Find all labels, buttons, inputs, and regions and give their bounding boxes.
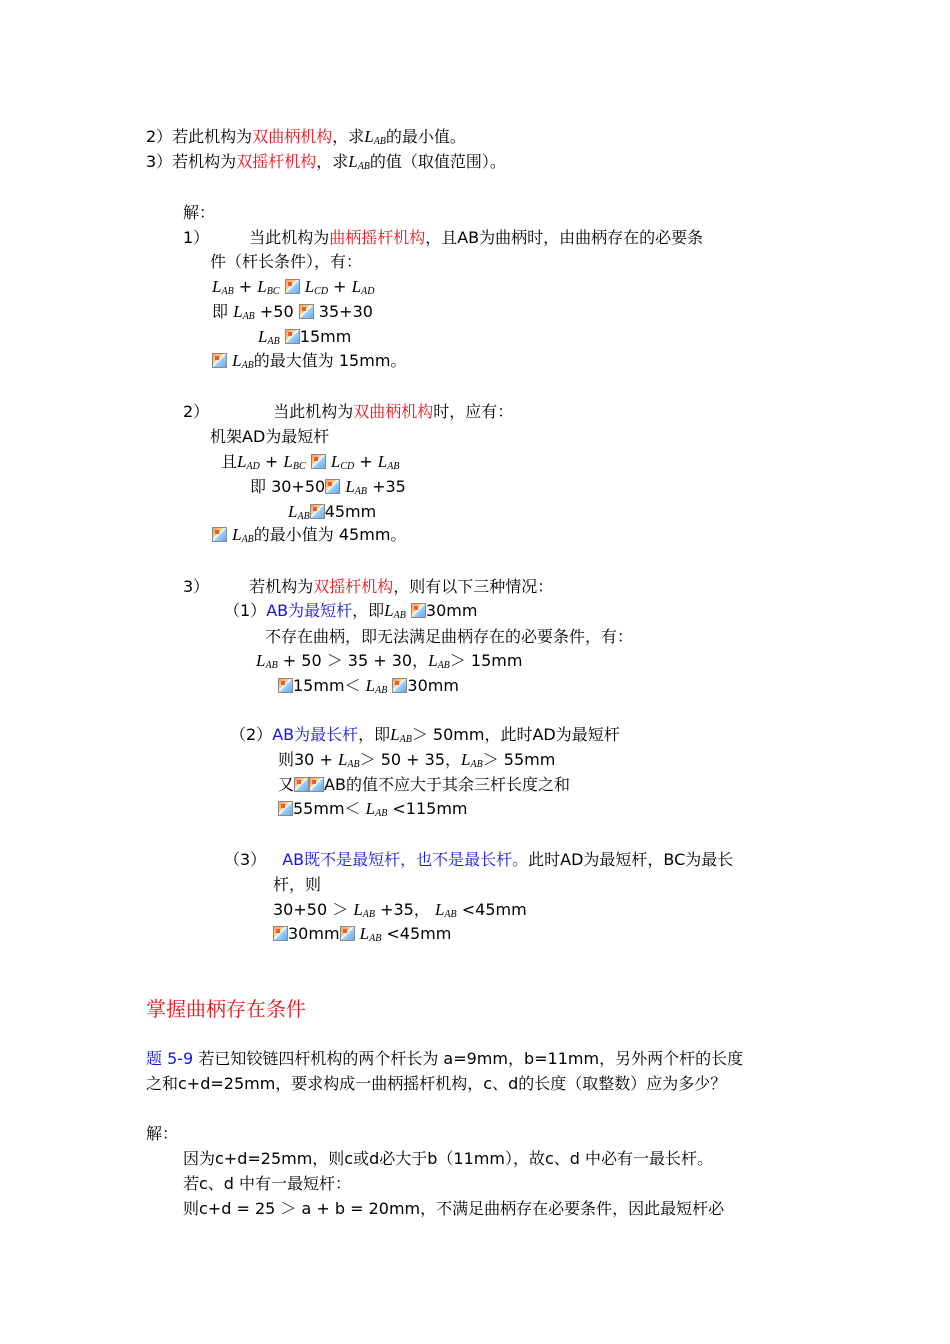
keyword-double-rocker: 双摇杆机构 [313,577,394,596]
missing-image-icon [340,926,355,941]
part1-eq3: $L_{AB}$ 15mm [258,327,352,347]
case2-l2: 则$30 + L_{AB}> 50 + 35$，$L_{AB}> 55mm$ [278,750,556,770]
part1-eq4: $L_{AB}$的最大值为 15mm。 [212,350,406,372]
question-label: 题 5-9 [146,1049,194,1068]
missing-image-icon [278,801,293,816]
part2-eq1: 且$L_{AD} + L_{BC}$ $L_{CD} + L_{AB}$ [221,452,400,472]
solution-heading: 解： [183,203,216,222]
missing-image-icon [310,504,325,519]
case1-line: （1）AB为最短杆，即$L_{AB}$ 30mm [224,601,478,621]
keyword-double-rocker: 双摇杆机构 [236,152,317,171]
missing-image-icon [278,678,293,693]
part2-eq3: $L_{AB}$ 45mm [288,502,377,522]
keyword-double-crank: 双曲柄机构 [252,127,333,146]
case1-l3: $L_{AB} + 50 > 35 + 30$，$L_{AB}> 15mm$ [256,651,523,671]
part2-l1: 机架AD为最短杆 [210,427,330,446]
part2-eq4: $L_{AB}$的最小值为 45mm。 [212,524,406,546]
case1-title: AB为最短杆 [266,601,353,620]
missing-image-icon [273,926,288,941]
missing-image-icon [411,603,426,618]
case3-title: AB既不是最短杆，也不是最长杆。 [282,850,529,869]
case1-l2: 不存在曲柄，即无法满足曲柄存在的必要条件，有： [265,627,634,646]
part1-eq1: $L_{AB} + L_{BC}$ $L_{CD} + L_{AD}$ [212,277,375,297]
var-lab: $L_{AB}$ [348,152,370,172]
solution2-l1: 因为c+d=25mm，则c或d必大于b（11mm），故c、d 中必有一最长杆。 [183,1149,713,1168]
question-3: 3）若机构为双摇杆机构，求$L_{AB}$的值（取值范围）。 [146,152,506,172]
solution2-heading: 解： [146,1124,179,1143]
section-title: 掌握曲柄存在条件 [146,997,306,1021]
question-2: 2）若此机构为双曲柄机构，求$L_{AB}$的最小值。 [146,127,466,147]
missing-image-icon [325,479,340,494]
question-5-9-line2: 之和c+d=25mm，要求构成一曲柄摇杆机构，c、d的长度（取整数）应为多少？ [146,1074,727,1093]
missing-image-icon [299,304,314,319]
case3-line: （3） AB既不是最短杆，也不是最长杆。此时AD为最短杆，BC为最长 [224,850,734,869]
missing-image-icon [294,777,309,792]
missing-image-icon [212,527,227,542]
question-5-9-line1: 题 5-9 若已知铰链四杆机构的两个杆长为 a=9mm，b=11mm，另外两个杆的长度 [146,1049,744,1068]
case2-title: AB为最长杆 [272,725,359,744]
solution2-l2: 若c、d 中有一最短杆： [183,1174,352,1193]
missing-image-icon [311,454,326,469]
case3-cont: 杆，则 [273,875,322,894]
missing-image-icon [285,279,300,294]
keyword-double-crank: 双曲柄机构 [353,402,434,421]
part1-cont: 件（杆长条件），有： [210,252,363,271]
part1-line: 1） 当此机构为曲柄摇杆机构，且AB为曲柄时，由曲柄存在的必要条 [183,228,704,247]
missing-image-icon [285,329,300,344]
case2-line: （2）AB为最长杆，即$L_{AB}> 50mm$，此时AD为最短杆 [230,725,620,745]
solution2-l3: 则c+d = 25 ＞ a + b = 20mm，不满足曲柄存在必要条件，因此最短杆必 [183,1199,725,1218]
missing-image-icon [309,777,324,792]
keyword-crank-rocker: 曲柄摇杆机构 [329,228,426,247]
case1-l4: $15mm< L_{AB}$ 30mm [278,675,459,697]
case3-l3: $30+50 > L_{AB} +35$， $L_{AB} <45mm$ [273,900,527,920]
part1-eq2: 即 $L_{AB} +50$ 35+30 [212,302,373,322]
part3-line: 3） 若机构为双摇杆机构，则有以下三种情况： [183,577,554,596]
case3-l4: 30mm $L_{AB} <45mm$ [273,923,451,945]
missing-image-icon [392,678,407,693]
case2-l3: 又 AB的值不应大于其余三杆长度之和 [278,775,570,794]
var-lab: $L_{AB}$ [364,127,386,147]
case2-l4: $55mm< L_{AB} <115mm$ [278,798,468,820]
part2-eq2: 即 30+50 $L_{AB} +35$ [250,477,406,497]
part2-line: 2） 当此机构为双曲柄机构时，应有： [183,402,514,421]
missing-image-icon [212,353,227,368]
